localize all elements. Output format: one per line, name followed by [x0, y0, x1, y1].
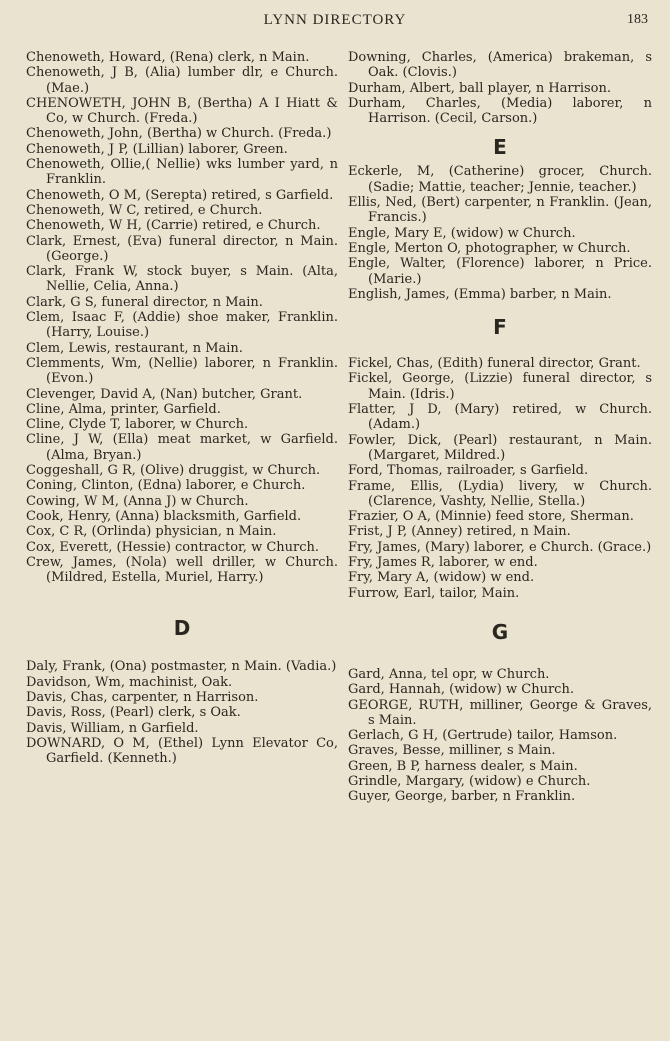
directory-entry: Daly, Frank, (Ona) postmaster, n Main. (Vadia.): [26, 659, 337, 675]
directory-entry: Cox, C R, (Orlinda) physician, n Main.: [26, 524, 277, 540]
directory-entry: CHENOWETH, JOHN B, (Bertha) A I Hiatt & Co, w Church. (Freda.): [26, 95, 338, 127]
directory-entry: Chenoweth, Ollie,( Nellie) wks lumber yard, n Franklin.: [26, 157, 338, 188]
directory-entry: Clark, G S, funeral director, n Main.: [26, 294, 263, 310]
directory-entry: Engle, Walter, (Florence) laborer, n Price. (Marie.): [348, 256, 652, 287]
directory-entry: Chenoweth, W H, (Carrie) retired, e Church.: [26, 218, 321, 234]
directory-entry: Chenoweth, W C, retired, e Church.: [26, 202, 263, 218]
directory-entry: Flatter, J D, (Mary) retired, w Church. (Adam.): [348, 402, 652, 433]
directory-entry: Crew, James, (Nola) well driller, w Church. (Mildred, Estella, Muriel, Harry.): [26, 554, 338, 586]
directory-entry: Engle, Mary E, (widow) w Church.: [348, 225, 576, 241]
directory-entry: Cox, Everett, (Hessie) contractor, w Church.: [26, 539, 320, 555]
directory-entry: Clark, Ernest, (Eva) funeral director, n Main. (George.): [26, 233, 338, 264]
directory-entry: English, James, (Emma) barber, n Main.: [348, 286, 612, 302]
directory-entry: Engle, Merton O, photographer, w Church.: [348, 240, 631, 256]
directory-entry: Davis, William, n Garfield.: [26, 720, 199, 736]
directory-entry: Fickel, George, (Lizzie) funeral director, s Main. (Idris.): [348, 371, 652, 402]
directory-entry: Chenoweth, Howard, (Rena) clerk, n Main.: [26, 50, 310, 65]
directory-entry: Furrow, Earl, tailor, Main.: [348, 585, 520, 601]
directory-entry: Chenoweth, J B, (Alia) lumber dlr, e Church. (Mae.): [26, 65, 338, 96]
directory-entry: Ford, Thomas, railroader, s Garfield.: [348, 463, 589, 479]
directory-entry: Eckerle, M, (Catherine) grocer, Church. (Sadie; Mattie, teacher; Jennie, teacher.): [348, 164, 652, 195]
directory-entry: Guyer, George, barber, n Franklin.: [348, 789, 576, 805]
page-title: LYNN DIRECTORY: [263, 12, 407, 28]
directory-entry: Frazier, O A, (Minnie) feed store, Sherman.: [348, 509, 634, 525]
directory-entry: Clem, Isaac F, (Addie) shoe maker, Franklin. (Harry, Louise.): [26, 310, 338, 341]
directory-entry: Cook, Henry, (Anna) blacksmith, Garfield.: [26, 508, 302, 524]
directory-entry: Cline, Alma, printer, Garfield.: [26, 401, 221, 417]
directory-entry: Downing, Charles, (America) brakeman, s Oak. (Clovis.): [348, 50, 652, 81]
directory-entry: Coggeshall, G R, (Olive) druggist, w Church.: [26, 463, 321, 479]
page-number: 183: [627, 12, 648, 27]
directory-entry: Fry, James R, laborer, w end.: [348, 555, 538, 571]
directory-entry: Clark, Frank W, stock buyer, s Main. (Alta, Nellie, Celia, Anna.): [26, 264, 338, 295]
directory-entry: GEORGE, RUTH, milliner, George & Graves, s Main.: [348, 697, 652, 728]
directory-entry: Chenoweth, John, (Bertha) w Church. (Freda.): [26, 126, 332, 142]
directory-entry: Graves, Besse, milliner, s Main.: [348, 743, 556, 759]
directory-entry: Cowing, W M, (Anna J) w Church.: [26, 493, 249, 509]
directory-entry: Frist, J P, (Anney) retired, n Main.: [348, 524, 571, 540]
directory-entry: Fowler, Dick, (Pearl) restaurant, n Main. (Margaret, Mildred.): [348, 432, 652, 463]
directory-entry: Durham, Charles, (Media) laborer, n Harrison. (Cecil, Carson.): [348, 95, 652, 127]
directory-entry: Davis, Chas, carpenter, n Harrison.: [26, 689, 259, 705]
directory-entry: Clemments, Wm, (Nellie) laborer, n Franklin. (Evon.): [26, 355, 338, 387]
directory-entry: Gard, Anna, tel opr, w Church.: [348, 666, 550, 682]
directory-entry: Coning, Clinton, (Edna) laborer, e Church.: [26, 478, 306, 494]
directory-entry: Durham, Albert, ball player, n Harrison.: [348, 80, 612, 96]
directory-entry: Fry, James, (Mary) laborer, e Church. (Grace.): [348, 539, 652, 555]
directory-entry: Chenoweth, J P, (Lillian) laborer, Green.: [26, 141, 288, 157]
directory-entry: Davis, Ross, (Pearl) clerk, s Oak.: [26, 705, 241, 721]
directory-entry: Davidson, Wm, machinist, Oak.: [26, 674, 233, 690]
directory-entry: Fry, Mary A, (widow) w end.: [348, 570, 535, 586]
directory-entry: Ellis, Ned, (Bert) carpenter, n Franklin. (Jean, Francis.): [348, 195, 652, 226]
directory-entry: Grindle, Margary, (widow) e Church.: [348, 773, 591, 789]
directory-entry: DOWNARD, O M, (Ethel) Lynn Elevator Co, Garfield. (Kenneth.): [26, 735, 338, 767]
directory-entry: Cline, Clyde T, laborer, w Church.: [26, 417, 249, 433]
left-column: [26, 50, 338, 766]
section-letter: F: [493, 315, 507, 340]
directory-entry: Chenoweth, O M, (Serepta) retired, s Garfield.: [26, 187, 334, 203]
directory-entry: Gard, Hannah, (widow) w Church.: [348, 682, 574, 698]
directory-entry: Frame, Ellis, (Lydia) livery, w Church. (Clarence, Vashty, Nellie, Stella.): [348, 478, 652, 509]
directory-entry: Green, B P, harness dealer, s Main.: [348, 758, 578, 774]
section-letter: E: [493, 135, 507, 160]
directory-entry: Gerlach, G H, (Gertrude) tailor, Hamson.: [348, 728, 618, 744]
directory-entry: Clem, Lewis, restaurant, n Main.: [26, 340, 243, 356]
section-letter: D: [173, 616, 191, 641]
directory-entry: Cline, J W, (Ella) meat market, w Garfield. (Alma, Bryan.): [26, 432, 338, 463]
directory-entry: Clevenger, David A, (Nan) butcher, Grant.: [26, 386, 303, 402]
page-header: [0, 12, 670, 34]
right-column: [348, 50, 652, 805]
section-letter: G: [491, 619, 509, 644]
directory-entry: Fickel, Chas, (Edith) funeral director, Grant.: [348, 356, 641, 372]
